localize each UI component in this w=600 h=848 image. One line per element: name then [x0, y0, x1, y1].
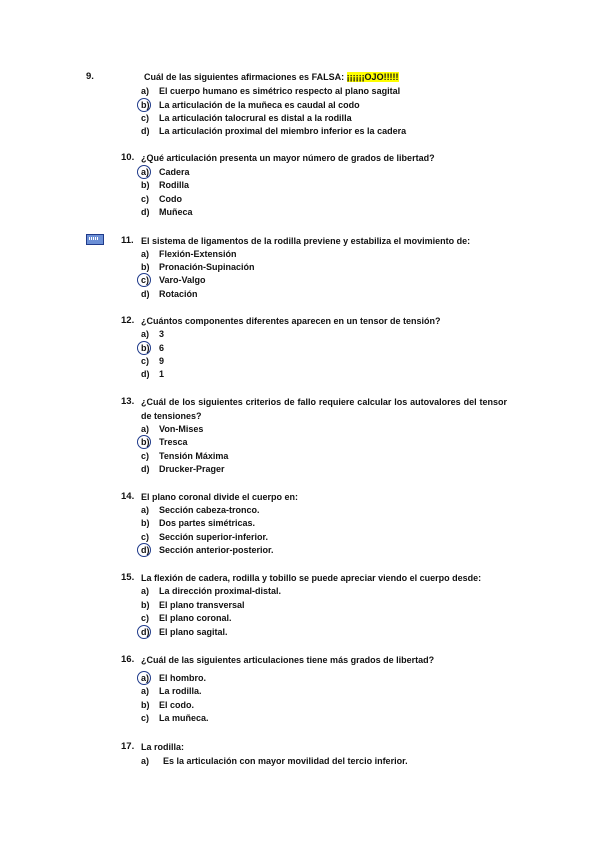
option-text: Tresca [159, 437, 188, 447]
question-9-text [144, 71, 399, 85]
question-10-text: ¿Qué articulación presenta un mayor número de grados de libertad? [141, 153, 435, 163]
option-letter: a) [141, 686, 150, 696]
option-letter: a) [141, 586, 150, 596]
option-text: Dos partes simétricas. [159, 518, 256, 528]
question-9-option-d[interactable] [141, 125, 406, 138]
question-12-option-c[interactable] [141, 355, 164, 368]
question-16-option-b[interactable] [141, 699, 194, 712]
option-text: El hombro. [159, 673, 206, 683]
question-17-number: 17. [121, 741, 135, 752]
question-10-option-b[interactable] [141, 179, 189, 192]
question-16-option-a2[interactable] [141, 685, 202, 698]
question-11-option-b[interactable] [141, 261, 255, 274]
option-text: 9 [159, 356, 165, 366]
highlighted-warning: ¡¡¡¡¡¡OJO!!!!! [346, 72, 399, 82]
option-text: Cadera [159, 167, 190, 177]
option-letter: a) [141, 329, 150, 339]
option-letter: d) [141, 207, 150, 217]
note-icon [86, 234, 104, 245]
question-14-number: 14. [121, 491, 135, 502]
circled-answer-marker: d) [141, 626, 159, 639]
option-letter: d) [141, 464, 150, 474]
option-text: Flexión-Extensión [159, 249, 237, 259]
option-letter: b) [141, 700, 150, 710]
option-text: Varo-Valgo [159, 275, 206, 285]
option-text: Rodilla [159, 180, 190, 190]
option-letter: c) [141, 194, 150, 204]
option-letter: c) [141, 113, 150, 123]
question-11-option-c[interactable] [141, 274, 206, 287]
option-text: Pronación-Supinación [159, 262, 255, 272]
option-letter: b) [141, 262, 150, 272]
question-15-option-d[interactable] [141, 626, 228, 639]
question-12-number: 12. [121, 315, 135, 326]
option-text: La articulación proximal del miembro inferior es la cadera [159, 126, 407, 136]
question-11-option-a[interactable] [141, 248, 237, 261]
option-letter: d) [141, 369, 150, 379]
circled-answer-marker: c) [141, 274, 159, 287]
question-17-option-a[interactable] [141, 755, 408, 768]
question-15-text: La flexión de cadera, rodilla y tobillo se puede apreciar viendo el cuerpo desde: [141, 573, 482, 583]
question-16-number: 16. [121, 654, 135, 665]
option-text: Es la articulación con mayor movilidad del tercio inferior. [163, 756, 408, 766]
question-11-text: El sistema de ligamentos de la rodilla previene y estabiliza el movimiento de: [141, 236, 471, 246]
question-9-prompt: Cuál de las siguientes afirmaciones es FALSA: [144, 72, 347, 82]
circled-answer-marker: b) [141, 436, 159, 449]
question-14-option-b[interactable] [141, 517, 255, 530]
circled-answer-marker: a) [141, 672, 159, 685]
question-9-option-b[interactable] [141, 99, 360, 112]
question-11-option-d[interactable] [141, 288, 198, 301]
option-letter: d) [141, 289, 150, 299]
question-10-option-d[interactable] [141, 206, 193, 219]
question-13-option-a[interactable] [141, 423, 203, 436]
question-13-option-c[interactable] [141, 450, 228, 463]
question-13-option-d[interactable] [141, 463, 225, 476]
option-text: La articulación talocrural es distal a la rodilla [159, 113, 352, 123]
question-12-option-b[interactable] [141, 342, 164, 355]
option-letter: c) [141, 532, 150, 542]
option-letter: a) [141, 756, 150, 766]
question-10-option-c[interactable] [141, 193, 182, 206]
option-text: El cuerpo humano es simétrico respecto al plano sagital [159, 86, 401, 96]
question-13-number: 13. [121, 396, 135, 407]
question-9-number: 9. [86, 71, 94, 82]
question-12-option-a[interactable] [141, 328, 164, 341]
option-letter: d) [141, 126, 150, 136]
question-10-number: 10. [121, 152, 135, 163]
question-15-option-b[interactable] [141, 599, 245, 612]
question-9-option-c[interactable] [141, 112, 352, 125]
option-letter: b) [141, 600, 150, 610]
option-text: Tensión Máxima [159, 451, 229, 461]
question-14-option-c[interactable] [141, 531, 268, 544]
option-text: La articulación de la muñeca es caudal al codo [159, 100, 360, 110]
option-letter: a) [141, 505, 150, 515]
question-17-text: La rodilla: [141, 742, 185, 752]
option-text: La muñeca. [159, 713, 209, 723]
option-text: Sección superior-inferior. [159, 532, 269, 542]
option-letter: c) [141, 713, 150, 723]
question-15-option-c[interactable] [141, 612, 232, 625]
question-14-option-d[interactable] [141, 544, 274, 557]
question-13-option-b[interactable] [141, 436, 188, 449]
option-letter: c) [141, 451, 150, 461]
option-text: Sección cabeza-tronco. [159, 505, 260, 515]
question-14-text: El plano coronal divide el cuerpo en: [141, 492, 299, 502]
question-11-number: 11. [121, 235, 134, 246]
question-10-option-a[interactable] [141, 166, 190, 179]
circled-answer-marker: b) [141, 99, 159, 112]
option-letter: a) [141, 424, 150, 434]
option-letter: c) [141, 356, 150, 366]
option-text: Drucker-Prager [159, 464, 225, 474]
question-12-text: ¿Cuántos componentes diferentes aparecen en un tensor de tensión? [141, 316, 441, 326]
option-text: El plano transversal [159, 600, 245, 610]
option-text: Rotación [159, 289, 198, 299]
question-12-option-d[interactable] [141, 368, 164, 381]
option-text: Sección anterior-posterior. [159, 545, 274, 555]
option-letter: b) [141, 518, 150, 528]
option-text: La rodilla. [159, 686, 202, 696]
circled-answer-marker: d) [141, 544, 159, 557]
option-text: El plano coronal. [159, 613, 232, 623]
option-letter: b) [141, 180, 150, 190]
question-16-option-c[interactable] [141, 712, 209, 725]
circled-answer-marker: a) [141, 166, 159, 179]
option-text: Von-Mises [159, 424, 204, 434]
question-13-text: ¿Cuál de los siguientes criterios de fallo requiere calcular los autovalores del tensor de tensiones? [141, 397, 507, 421]
option-letter: a) [141, 249, 150, 259]
question-15-option-a[interactable] [141, 585, 281, 598]
circled-answer-marker: b) [141, 342, 159, 355]
option-text: 1 [159, 369, 165, 379]
option-text: Muñeca [159, 207, 193, 217]
question-15-number: 15. [121, 572, 135, 583]
option-text: El plano sagital. [159, 627, 228, 637]
question-9-option-a[interactable] [141, 85, 400, 98]
option-text: 3 [159, 329, 165, 339]
question-16-option-a[interactable] [141, 672, 206, 685]
question-16-text: ¿Cuál de las siguientes articulaciones tiene más grados de libertad? [141, 655, 435, 665]
option-text: Codo [159, 194, 182, 204]
option-letter: a) [141, 86, 150, 96]
option-text: La dirección proximal-distal. [159, 586, 282, 596]
option-text: El codo. [159, 700, 195, 710]
option-letter: c) [141, 613, 150, 623]
option-text: 6 [159, 343, 165, 353]
question-14-option-a[interactable] [141, 504, 260, 517]
